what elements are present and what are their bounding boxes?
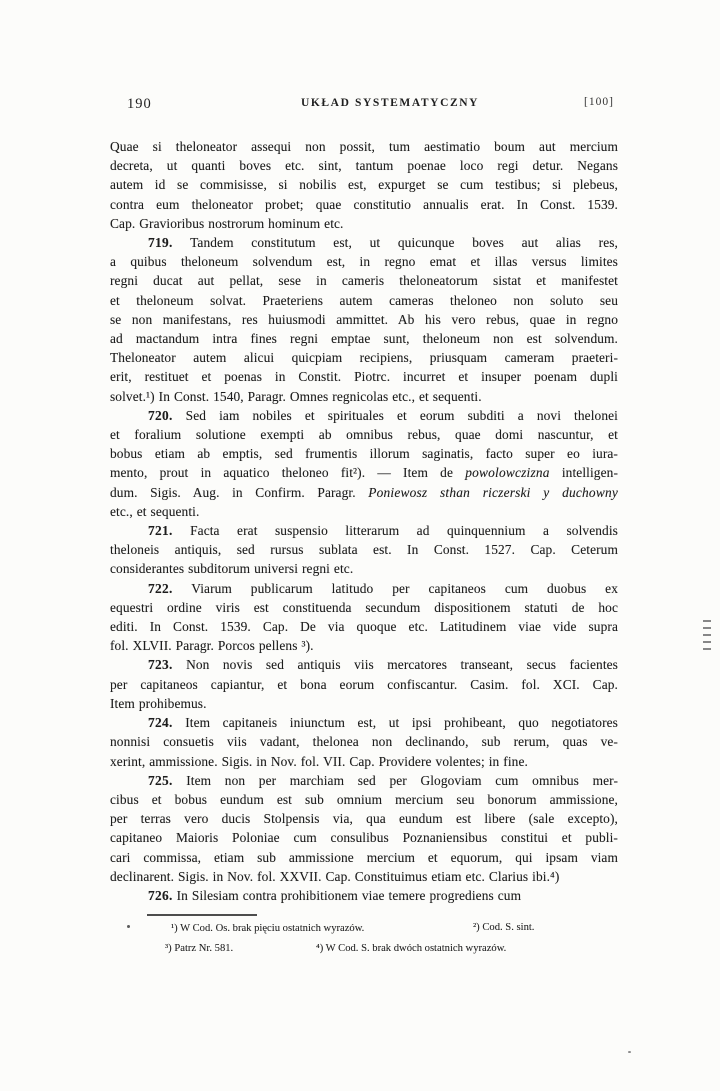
text-line: cibus et bobus eundum est sub omnium mercium seu bonorum ammissione, xyxy=(110,791,618,807)
page-number: 190 xyxy=(127,96,152,112)
text-line: ad mactandum intra fines regni emptae sunt, theloneum non est solvendum. xyxy=(110,331,618,347)
page-header xyxy=(0,0,720,120)
text-line: autem id se commisisse, si nobilis est, expurget se cum testibus; si plebeus, xyxy=(110,177,618,193)
footnote-1: ¹) W Cod. Os. brak pięciu ostatnich wyrazów. xyxy=(171,923,365,934)
text-line: 725. Item non per marchiam sed per Glogoviam cum omnibus mer- xyxy=(148,772,618,788)
text-line: xerint, ammissione. Sigis. in Nov. fol. VII. Cap. Providere volentes; in fine. xyxy=(110,753,528,769)
text-line: 724. Item capitaneis iniunctum est, ut ipsi prohibeant, quo negotiatores xyxy=(148,715,618,731)
text-line: cari commissa, etiam sub ammissione mercium et equorum, qui ipsam viam xyxy=(110,849,618,865)
scan-speck xyxy=(127,925,130,928)
text-line: et theloneum solvat. Praeteriens autem cameras theloneo non soluto seu xyxy=(110,292,618,308)
footnote-4: ⁴) W Cod. S. brak dwóch ostatnich wyrazów. xyxy=(316,943,507,954)
text-line: 722. Viarum publicarum latitudo per capitaneos cum duobus ex xyxy=(148,580,618,596)
text-line: decreta, ut quanti boves etc. sint, tantum poenae loco regi detur. Negans xyxy=(110,158,618,174)
text-line: 723. Non novis sed antiquis viis mercatores transeant, secus facientes xyxy=(148,657,618,673)
text-line: per capitaneos capiantur, et bona eorum confiscantur. Casim. fol. XCI. Cap. xyxy=(110,676,618,692)
text-line: considerantes subditorum universi regni etc. xyxy=(110,561,354,577)
scan-speck xyxy=(628,1051,631,1053)
text-line: 719. Tandem constitutum est, ut quicunque boves aut alias res, xyxy=(148,235,618,251)
text-line: 726. In Silesiam contra prohibitionem viae temere progrediens cum xyxy=(148,887,522,903)
text-line: Theloneator autem alicui quicpiam recipiens, priusquam cameram praeteri- xyxy=(110,350,618,366)
text-line: fol. XLVII. Paragr. Porcos pellens ³). xyxy=(110,638,314,654)
footnote-separator-rule xyxy=(147,914,257,916)
text-line: Quae si theloneator assequi non possit, tum aestimatio boum aut mercium xyxy=(110,139,618,154)
text-line: per terras vero ducis Stolpensis via, qua eundum est libere (sale excepto), xyxy=(110,811,618,827)
text-line: theloneis antiquis, sed rursus sublata est. In Const. 1527. Cap. Ceterum xyxy=(110,542,618,558)
text-line: mento, prout in aquatico theloneo fit²). — Item de powolowczizna intelligen- xyxy=(110,465,619,481)
text-line: se non manifestans, res huiusmodi ammittet. Ab his vero rebus, quae in regno xyxy=(110,311,618,327)
text-line: dum. Sigis. Aug. in Confirm. Paragr. Poniewosz sthan riczerski y duchowny xyxy=(110,484,618,500)
text-line: erit, restituet et poenas in Constit. Piotrc. incurret et insuper poenam dupli xyxy=(110,369,618,385)
text-line: bobus etiam ab emptis, sed frumentis illorum saginatis, facto super eo iura- xyxy=(110,446,618,462)
text-line: equestri ordine viris est constituenda secundum dispositionem statuti de hoc xyxy=(110,599,618,615)
text-line: 721. Facta erat suspensio litterarum ad quinquennium a solvendis xyxy=(148,523,618,539)
folio-reference: [100] xyxy=(584,96,614,108)
body-text xyxy=(110,137,618,905)
text-line: 720. Sed iam nobiles et spirituales et eorum subditi a novi thelonei xyxy=(148,407,618,423)
text-line: nonnisi consuetis viis vadant, thelonea non declinando, sub rerum, quas ve- xyxy=(110,734,618,750)
footnote-3: ³) Patrz Nr. 581. xyxy=(165,943,234,954)
text-line: capitaneo Maioris Poloniae cum consulibus Poznaniensibus constitui et publi- xyxy=(110,830,618,846)
text-line: declinarent. Sigis. in Nov. fol. XXVII. Cap. Constituimus etiam etc. Clarius ibi.⁴) xyxy=(110,868,560,884)
margin-scan-marks xyxy=(703,620,711,650)
text-line: solvet.¹) In Const. 1540, Paragr. Omnes regnicolas etc., et sequenti. xyxy=(110,388,482,404)
text-line: a quibus theloneum solvendum est, in regno emat et illas versus limites xyxy=(110,254,618,270)
running-title: UKŁAD SYSTEMATYCZNY xyxy=(300,97,480,109)
text-line: etc., et sequenti. xyxy=(110,503,200,519)
text-line: contra eum theloneator probet; quae constitutio annualis erat. In Const. 1539. xyxy=(110,196,618,212)
text-line: editi. In Const. 1539. Cap. De via quoque etc. Latitudinem viae vide supra xyxy=(110,619,618,635)
text-line: et foralium solutione exempti ab omnibus rebus, quae domi nascuntur, et xyxy=(110,427,618,443)
text-line: regni ducat aut pellat, sese in cameris theloneatorum sistat et manifestet xyxy=(110,273,618,289)
text-line: Cap. Gravioribus nostrorum hominum etc. xyxy=(110,215,344,231)
footnote-2: ²) Cod. S. sint. xyxy=(473,922,535,933)
text-line: Item prohibemus. xyxy=(110,695,207,711)
